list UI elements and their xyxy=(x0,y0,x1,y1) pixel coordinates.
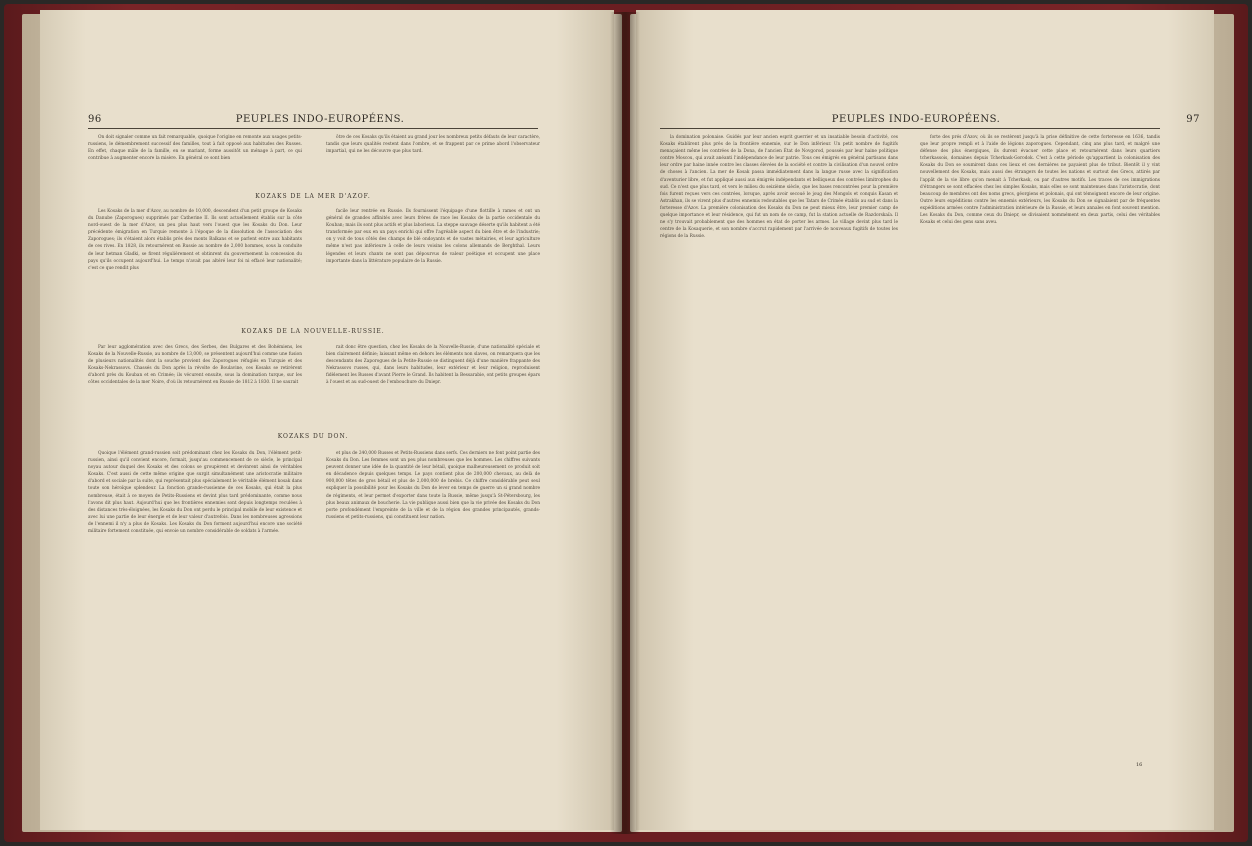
section-title-azov: KOZAKS DE LA MER D'AZOF. xyxy=(255,193,371,200)
book-gutter xyxy=(610,12,640,834)
left-head-rule xyxy=(88,128,538,129)
signature-mark: 16 xyxy=(1136,762,1143,768)
left-intro-col1 xyxy=(88,134,302,184)
left-page xyxy=(40,10,614,830)
section-don-text1: Quoique l'élément grand-russien soit prédominant chez les Kosaks du Don, l'élément petit-russien, ainsi qu'il convient encore, formait, jusqu'au commencement de ce siècle, le principal noyau autour duquel des Kosaks et des colons se groupèrent et devinrent ainsi de véritables Kosaks. C'est aussi de cette même origine que surgit simultanément une aristocratie militaire d'abord et sociale par la suite, qui représentait plus spécialement le véritable élément kosak dans toute son héroïque splendeur. La fonction grande-russienne de ces Kosaks, qui était la plus nombreuse, était à ce moyen de Petits-Russiens et devint plus tard prédominante, comme nous l'avons dit plus haut. Aujourd'hui que les frontières ennemies sont depuis longtemps reculées à des distances très-éloignées, les Kosaks du Don ont perdu le principal mobile de leur existence et avec lui une partie de leur énergie et de leur valeur d'autrefois. Dans les nombreuses agressions de l'ennemi il n'y a plus de Kosaks. Les Kosaks du Don forment aujourd'hui encore une société militaire fortement constituée, qui envoie un nombre considérable de soldats à l'armée. xyxy=(88,451,302,535)
left-intro-right-text: ôtre de ces Kosaks qu'ils étaient au grand jour les nombreux petits défauts de leur caractère, tandis que leurs qualités restent dans l'ombre, et se frappent par ce prime abord l'observateur impartial, qui ne les découvre que plus tard. xyxy=(326,135,540,155)
section-nr-col1 xyxy=(88,344,302,420)
section-nr-text2: rait donc être question, chez les Kosaks de la Nouvelle-Russie, d'une nationalité spéciale et bien clairement définie; laissant même en dehors les éléments non slaves, on remarquera que les descendants des Zaporogues de la Petite-Russie se distinguent déjà d'une manière frappante des Nekrassovs russes, qui, dans leurs habitudes, leur extérieur et leur religion, reproduisent fidèlement les Russes d'avant Pierre le Grand. Ils habitent la Bessarabie, ont petits groupes épars à l'ouest et au sud-ouest de l'embouchure du Dniepr. xyxy=(326,345,540,386)
left-page-number: 96 xyxy=(88,114,102,125)
left-intro-text: On doit signaler comme un fait remarquable, quoique l'origine en remonte aux usages petits-russiens, le démembrement successif des familles, tout à fait opposé aux habitudes des Russes. En effet, chaque mâle de la famille, en se mariant, forme aussitôt un ménage à part, ce qui contribue à augmenter encore la misère. En général ce sont bien xyxy=(88,135,302,162)
section-azov-text2: facile leur rentrée en Russie. Ils fournissent l'équipage d'une flottille à rames et ont un général de grandes affinités avec leurs frères de race les Kosaks de la partie occidentale du Kouban; mais ils sont plus actifs et plus laborieux. La steppe sauvage déserte qu'ils habitent a été transformée par eux en un pays enrichi qui offre l'agréable aspect du bien être et de l'industrie; on y voit de tous côtés des champs de blé ondoyants et de vastes métairies, et leur agriculture même n'est pas inférieure à celle de leurs voisins les colons allemands de Berghthal. Leurs légendes et leurs chants ne sont pas dépourvus de valeur poétique et occupent une place importante dans la littérature populaire de la Russie. xyxy=(326,209,540,264)
right-page-title: PEUPLES INDO-EUROPÉENS. xyxy=(831,114,1001,125)
right-head-rule xyxy=(660,128,1160,129)
right-page xyxy=(636,10,1214,830)
section-nr-text1: Par leur agglomération avec des Grecs, des Serbes, des Bulgares et des Bohémiens, les Kosaks de la Nouvelle-Russie, au nombre de 13,000, se présentent aujourd'hui comme une fusion de plusieurs nationalités dont la souche provient des Zaporogues réfugiés en Turquie et des Kosaks-Nekrassovs. Chassés du Don après la révolte de Boulavine, ces Kosaks se retirèrent d'abord près du Kouban et en Crimée; ils vécurent ensuite, sous la domination turque, sur les côtes occidentales de la mer Noire, d'où ils retournèrent en Russie de 1812 à 1830. Il ne saurait xyxy=(88,345,302,386)
section-title-nouvelle-russie: KOZAKS DE LA NOUVELLE-RUSSIE. xyxy=(241,328,385,335)
left-intro-col2 xyxy=(326,134,540,184)
section-title-don: KOZAKS DU DON. xyxy=(277,433,349,440)
right-col2 xyxy=(920,134,1160,754)
right-col2-text: forte des prés d'Azov, où ils se restèrent jusqu'à la prise définitive de cette forteresse en 1636, tandis que leur propre rempli et à l'aide de légions zaporogues. Cependant, cinq ans plus tard, et malgré une défense des plus énergiques, ils durent évacuer cette place et retournèrent dans leurs quartiers tcherkassois, domaines depuis Tcherkask-Gorodok. C'est à cette période qu'appartient la colonisation des Kosaks du Don se soumirent dans ces lieux et ces dernières ne payaient plus de tribut. Bientôt il y vint nouvellement des Kosaks, mais aussi des étrangers de toutes les nations et surtout des Grecs, attirés par l'appât de la vie libre qu'on menait à Tcherkask, ou par d'autres motifs. Les traces de ces immigrations d'étrangers se sont effacées chez les simples Kosaks, mais elles se sont maintenues dans l'aristocratie, dont beaucoup de membres ont des noms grecs, géorgiens et polonais, qui ont témoignent encore de leur origine. Outre leurs expéditions contre les ennemis extérieurs, les Kosaks du Don se signalaient par de fréquentes expéditions armées contre l'administration intérieure de la Russie, et leurs annales en font souvent mention. Les Kosaks du Don, comme ceux du Dniepr, se divisaient nommément en deux partis, celui des véritables Kosaks et celui des gens sans aveu. xyxy=(920,135,1160,226)
section-nr-col2 xyxy=(326,344,540,420)
section-don-col1 xyxy=(88,450,302,810)
section-azov-col1 xyxy=(88,208,302,316)
right-col1-text: la domination polonaise. Guidés par leur ancien esprit guerrier et un insatiable besoin d'activité, ces Kosaks établirent plus près de la frontière ennemie, sur le Don inférieur. Un petit nombre de fugitifs menaçaient même les contrées de la Dona, de l'ancien État de Novgorod, poussés par leur haine politique contre Moscou, qui avait anéanti l'indépendance de leur patrie. Tous ces émigrés en général partisans dans leur ordre par haine innée contre les classes élevées de la société et contre la civilisation d'un nouvel ordre de choses à l'ancien. La mer de Kosak passa immédiatement dans la langue russe avec la signification d'aventurier libre, et fut appliqué aussi aux émigrés indépendants et belliqueux des contrées limitrophes du sud. Ce n'est que plus tard, et vers le milieu du seizième siècle, que les bases rencontrées pour la première fois furent reçues vers ces contrées, lorsque, après avoir secoué le joug des Mongols et conquis Kasan et Astrakhan, ils se virent plus d'autres ennemis redoutables que les Tatars de Crimée établis au sud et dans la forteresse d'Azov. La première colonisation des Kosaks du Don ne peut mieux être, leur premier camp de quelque importance et leur résidence, qui fut un nom de ce camp, fut la station actuelle de Razdorskaïa. Il ne s'y trouvait probablement que des hommes en état de porter les armes. Le village devint plus tard le centre de la Kosaquerie, et son nombre s'accrut rapidement par l'arrivée de nouveaux fugitifs de toutes les régions de la Russie. xyxy=(660,135,898,240)
section-don-text2: et plus de 240,000 Russes et Petits-Russiens dans serfs. Ces derniers ne font point partie des Kosaks du Don. Les femmes sont un peu plus nombreuses que les hommes. Les chiffres suivants peuvent donner une idée de la quantité de leur bétail, quoique malheureusement ce produit soit en décadence depuis quelques temps. Le pays contient plus de 200,000 chevaux, au delà de 900,000 têtes de gros bétail et plus de 2,000,000 de brebis. Ce chiffre considérable peut seul expliquer la possibilité pour les Kosaks du Don de lever en temps de guerre un si grand nombre de régiments, et leur permet d'exporter dans toute la Russie, même jusqu'à St-Pétersbourg, les plus beaux animaux de boucherie. La vie publique aussi bien que la vie privée des Kosaks du Don porte profondément l'empreinte de la ville et de la région des grandes principautés, grands-russiens et petits-russiens, qui constituent leur nation. xyxy=(326,451,540,520)
section-azov-col2 xyxy=(326,208,540,316)
right-page-number: 97 xyxy=(1186,114,1200,125)
right-col1 xyxy=(660,134,898,804)
section-azov-text1: Les Kosaks de la mer d'Azov, au nombre de 10,000, descendent d'un petit groupe de Kosaks du Danube (Zaporogues) supprimés par Catherine II. Ils sont actuellement établis sur la côte nord-ouest de la mer d'Azov, un peu plus haut vers l'ouest que les Kosaks du Don. Leur précédente émigration en Turquie remonte à l'époque de la dissolution de l'association des Zaporogues; ils s'étaient alors établis près des monts Balkans et se parlent entre aux habitants de ces rives. En 1828, ils retournèrent en Russie au nombre de 2,000 hommes, sous la conduite de leur hetman Gladki, se firent régulièrement et obtinrent du gouvernement la concession du pays qu'ils occupent aujourd'hui. Le temps n'avait pas altéré leur foi ni effacé leur nationalité; c'est ce que rendit plus xyxy=(88,209,302,271)
section-don-col2 xyxy=(326,450,540,810)
left-page-title: PEUPLES INDO-EUROPÉENS. xyxy=(235,114,405,125)
